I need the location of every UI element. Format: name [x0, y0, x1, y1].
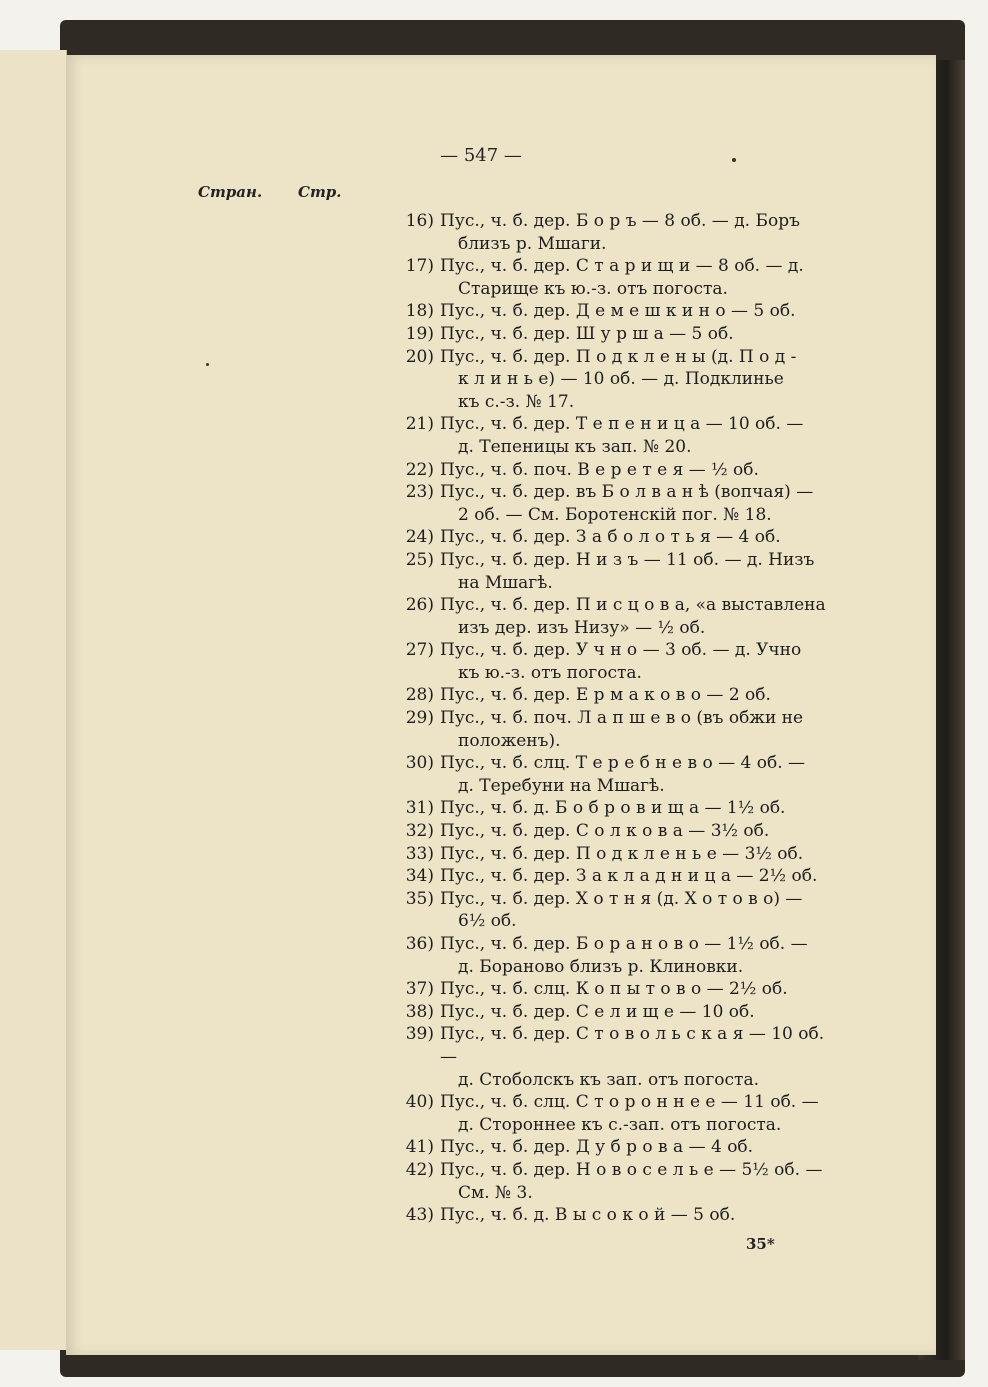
entry-number: 17)	[405, 256, 434, 277]
entry-text: Пус., ч. б. дер. С т о в о л ь с к а я — 10 об. —	[440, 1024, 825, 1067]
entry-text: Пус., ч. б. дер. П о д к л е н ь е — 3½ об.	[440, 843, 804, 864]
list-item	[394, 1001, 834, 1024]
entry-number: 38)	[405, 1001, 434, 1022]
list-item	[394, 752, 834, 797]
entry-continuation: Старище къ ю.-з. отъ погоста.	[458, 278, 728, 299]
entry-text: Пус., ч. б. дер. Е р м а к о в о — 2 об.	[440, 685, 771, 706]
entry-number: 27)	[405, 640, 434, 661]
list-item	[394, 978, 834, 1001]
list-item	[394, 549, 834, 594]
book-page	[66, 55, 936, 1355]
list-item	[394, 459, 834, 482]
entry-continuation: 6½ об.	[458, 911, 517, 932]
list-item	[394, 255, 834, 300]
entry-continuation: положенъ).	[458, 730, 561, 751]
entry-text: Пус., ч. б. д. В ы с о к о й — 5 об.	[440, 1205, 736, 1226]
list-item	[394, 1023, 834, 1091]
entry-number: 42)	[405, 1159, 434, 1180]
list-item	[394, 797, 834, 820]
entry-text: Пус., ч. б. дер. Д у б р о в а — 4 об.	[440, 1137, 754, 1158]
list-item	[394, 594, 834, 639]
entry-number: 31)	[405, 798, 434, 819]
entry-text: Пус., ч. б. дер. Х о т н я (д. Х о т о в о) —	[440, 888, 803, 909]
entry-continuation: д. Стоболскъ къ зап. отъ погоста.	[458, 1069, 759, 1090]
entry-text: Пус., ч. б. дер. въ Б о л в а н ѣ (вопчая) —	[440, 482, 814, 503]
signature-mark: 35*	[746, 1235, 775, 1253]
list-item	[394, 346, 834, 414]
list-item	[394, 526, 834, 549]
entry-text: Пус., ч. б. дер. Б о р ъ — 8 об. — д. Боръ	[440, 211, 800, 231]
page-number: — 547 —	[440, 145, 522, 166]
entry-text: Пус., ч. б. поч. Л а п ш е в о (въ обжи не	[440, 708, 804, 729]
entry-number: 33)	[405, 843, 434, 864]
entry-text: Пус., ч. б. дер. Н и з ъ — 11 об. — д. Низъ	[440, 549, 815, 570]
entry-list	[394, 210, 834, 1227]
list-item	[394, 933, 834, 978]
entry-continuation: д. Стороннее къ с.-зап. отъ погоста.	[458, 1114, 782, 1135]
list-item	[394, 865, 834, 888]
entry-number: 41)	[405, 1137, 434, 1158]
entry-text: Пус., ч. б. слц. Т е р е б н е в о — 4 об. —	[440, 753, 806, 774]
list-item	[394, 707, 834, 752]
entry-continuation: См. № 3.	[458, 1182, 533, 1203]
list-item	[394, 1159, 834, 1204]
ink-speck	[206, 363, 209, 366]
entry-continuation: к л и н ь е) — 10 об. — д. Подклинье	[458, 369, 784, 390]
entry-number: 43)	[405, 1205, 434, 1226]
entry-number: 37)	[405, 979, 434, 1000]
entry-text: Пус., ч. б. дер. З а б о л о т ь я — 4 об.	[440, 527, 781, 548]
list-item	[394, 888, 834, 933]
entry-number: 23)	[405, 482, 434, 503]
ink-speck	[732, 158, 736, 162]
entry-number: 25)	[405, 549, 434, 570]
entry-number: 19)	[405, 323, 434, 344]
entry-number: 34)	[405, 866, 434, 887]
column-header-stran: Стран.	[198, 183, 263, 201]
entry-number: 21)	[405, 414, 434, 435]
entry-text: Пус., ч. б. дер. С е л и щ е — 10 об.	[440, 1001, 755, 1022]
entry-text: Пус., ч. б. дер. Ш у р ш а — 5 об.	[440, 323, 734, 344]
entry-text: Пус., ч. б. дер. Н о в о с е л ь е — 5½ об. —	[440, 1159, 823, 1180]
entry-number: 26)	[405, 595, 434, 616]
column-header-str: Стр.	[298, 183, 342, 201]
entry-number: 18)	[405, 301, 434, 322]
entry-number: 22)	[405, 459, 434, 480]
entry-text: Пус., ч. б. поч. В е р е т е я — ½ об.	[440, 459, 759, 480]
list-item	[394, 639, 834, 684]
entry-text: Пус., ч. б. дер. У ч н о — 3 об. — д. Учно	[440, 640, 802, 661]
list-item	[394, 1204, 834, 1227]
previous-page	[0, 50, 67, 1350]
entry-continuation: къ ю.-з. отъ погоста.	[458, 662, 642, 683]
entry-number: 36)	[405, 934, 434, 954]
list-item	[394, 323, 834, 346]
entry-number: 39)	[405, 1024, 434, 1045]
entry-text: Пус., ч. б. слц. К о п ы т о в о — 2½ об.	[440, 979, 788, 1000]
entry-number: 28)	[405, 685, 434, 706]
entry-text: Пус., ч. б. дер. З а к л а д н и ц а — 2½ об.	[440, 866, 818, 887]
entry-text: Пус., ч. б. дер. Д е м е ш к и н о — 5 об.	[440, 301, 796, 322]
entry-continuation: на Мшагѣ.	[458, 572, 553, 593]
entry-continuation: д. Тепеницы къ зап. № 20.	[458, 436, 692, 457]
entry-continuation: изъ дер. изъ Низу» — ½ об.	[458, 617, 706, 638]
list-item	[394, 843, 834, 866]
list-item	[394, 684, 834, 707]
entry-text: Пус., ч. б. дер. Б о р а н о в о — 1½ об. —	[440, 934, 808, 954]
entry-number: 20)	[405, 346, 434, 367]
entry-number: 29)	[405, 708, 434, 729]
entry-number: 24)	[405, 527, 434, 548]
entry-continuation: 2 об. — См. Боротенскій пог. № 18.	[458, 504, 772, 525]
entry-number: 40)	[405, 1092, 434, 1113]
entry-continuation: д. Теребуни на Мшагѣ.	[458, 775, 665, 796]
entry-text: Пус., ч. б. дер. С о л к о в а — 3½ об.	[440, 821, 770, 842]
entry-text: Пус., ч. б. дер. Т е п е н и ц а — 10 об. —	[440, 414, 804, 435]
list-item	[394, 413, 834, 458]
entry-continuation: къ с.-з. № 17.	[458, 391, 575, 412]
list-item	[394, 481, 834, 526]
entry-text: Пус., ч. б. дер. П и с ц о в а, «а выставлена	[440, 595, 826, 616]
entry-continuation: д. Бораново близъ р. Клиновки.	[458, 956, 744, 977]
entry-number: 30)	[405, 753, 434, 774]
entry-text: Пус., ч. б. дер. П о д к л е н ы (д. П о д -	[440, 346, 797, 367]
entry-continuation: близъ р. Мшаги.	[458, 233, 607, 254]
entry-number: 32)	[405, 821, 434, 842]
entry-text: Пус., ч. б. слц. С т о р о н н е е — 11 об. —	[440, 1092, 819, 1113]
entry-text: Пус., ч. б. дер. С т а р и щ и — 8 об. — д.	[440, 256, 804, 277]
list-item	[394, 210, 834, 255]
list-item	[394, 1091, 834, 1136]
entry-number: 16)	[405, 211, 434, 231]
entry-text: Пус., ч. б. д. Б о б р о в и щ а — 1½ об.	[440, 798, 786, 819]
list-item	[394, 820, 834, 843]
entry-number: 35)	[405, 888, 434, 909]
list-item	[394, 300, 834, 323]
list-item	[394, 1136, 834, 1159]
